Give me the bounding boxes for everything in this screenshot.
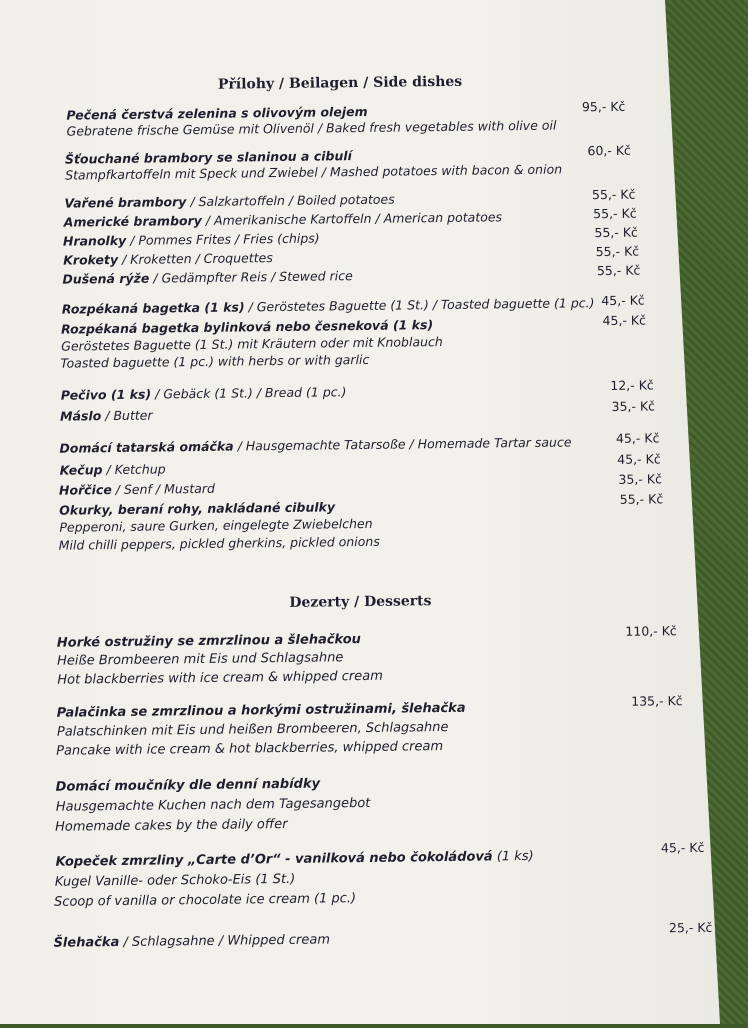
menu-item-name: Domácí moučníky dle denní nabídky bbox=[55, 776, 321, 795]
menu-item-description: Homemade cakes by the daily offer bbox=[55, 816, 288, 835]
menu-item-name: Domácí tatarská omáčka / Hausgemachte Tatarsoße / Homemade Tartar sauce bbox=[59, 434, 572, 456]
menu-item-price: 45,- Kč bbox=[601, 292, 645, 309]
menu-item-price: 55,- Kč bbox=[619, 491, 664, 507]
menu-item-name: Hořčice / Senf / Mustard bbox=[58, 480, 215, 498]
menu-item-name: Šťouchané brambory se slaninou a cibulí bbox=[64, 148, 352, 167]
menu-item-name: Krokety / Kroketten / Croquettes bbox=[63, 250, 273, 268]
menu-item-price: 55,- Kč bbox=[591, 186, 636, 203]
menu-item-name: Kopeček zmrzliny „Carte d’Or“ - vanilková nebo čokoládová (1 ks) bbox=[55, 848, 534, 870]
menu-item-name: Pečená čerstvá zelenina s olivovým olejem bbox=[66, 103, 368, 123]
menu-item-description: Gebratene frische Gemüse mit Olivenöl / Baked fresh vegetables with olive oil bbox=[66, 117, 557, 139]
menu-item-name: Hranolky / Pommes Frites / Fries (chips) bbox=[62, 230, 320, 249]
menu-item-price: 25,- Kč bbox=[668, 919, 713, 936]
menu-item-name: Vařené brambory / Salzkartoffeln / Boiled potatoes bbox=[64, 191, 395, 211]
menu-item-description: Mild chilli peppers, pickled gherkins, pickled onions bbox=[58, 533, 380, 553]
menu-item-name: Pečivo (1 ks) / Gebäck (1 St.) / Bread (1 pc.) bbox=[60, 384, 347, 403]
menu-item-description: Palatschinken mit Eis und heißen Brombeeren, Schlagsahne bbox=[56, 719, 449, 740]
menu-item-price: 45,- Kč bbox=[615, 430, 660, 446]
section-heading-sides: Přílohy / Beilagen / Side dishes bbox=[217, 73, 463, 93]
menu-item-name: Šlehačka / Schlagsahne / Whipped cream bbox=[53, 932, 331, 951]
menu-item-description: Heiße Brombeeren mit Eis und Schlagsahne bbox=[56, 650, 344, 669]
menu-item-description: Pepperoni, saure Gurken, eingelegte Zwiebelchen bbox=[59, 515, 373, 535]
menu-item-name: Rozpékaná bagetka (1 ks) / Geröstetes Baguette (1 St.) / Toasted baguette (1 pc.) bbox=[61, 295, 595, 317]
menu-item-name: Americké brambory / Amerikanische Kartoffeln / American potatoes bbox=[63, 209, 503, 230]
menu-item-price: 55,- Kč bbox=[594, 224, 638, 241]
menu-item-price: 95,- Kč bbox=[581, 98, 626, 115]
menu-item-name: Palačinka se zmrzlinou a horkými ostružinami, šlehačka bbox=[56, 700, 466, 721]
menu-item-name: Rozpékaná bagetka bylinková nebo česneková (1 ks) bbox=[60, 317, 434, 337]
menu-item-price: 110,- Kč bbox=[625, 623, 677, 639]
menu-item-description: Pancake with ice cream & hot blackberries, whipped cream bbox=[56, 739, 444, 759]
section-heading-desserts: Dezerty / Desserts bbox=[289, 593, 432, 611]
menu-item-description: Stampfkartoffeln mit Speck und Zwiebel / Mashed potatoes with bacon & onion bbox=[65, 161, 563, 183]
menu-item-price: 12,- Kč bbox=[610, 377, 654, 393]
menu-item-description: Kugel Vanille- oder Schoko-Eis (1 St.) bbox=[54, 871, 296, 890]
menu-item-price: 55,- Kč bbox=[593, 205, 637, 222]
menu-item-name: Kečup / Ketchup bbox=[59, 461, 166, 478]
menu-item-price: 45,- Kč bbox=[602, 312, 647, 329]
menu-item-price: 45,- Kč bbox=[617, 451, 661, 467]
menu-item-description: Toasted baguette (1 pc.) with herbs or with garlic bbox=[60, 351, 370, 371]
menu-item-name: Dušená rýže / Gedämpfter Reis / Stewed rice bbox=[62, 268, 353, 287]
menu-item-price: 35,- Kč bbox=[618, 471, 662, 487]
menu-item-price: 35,- Kč bbox=[611, 398, 656, 414]
menu-item-name: Máslo / Butter bbox=[59, 407, 153, 424]
menu-item-description: Hausgemachte Kuchen nach dem Tagesangebot bbox=[55, 795, 371, 815]
menu-item-price: 45,- Kč bbox=[660, 839, 705, 856]
menu-item-description: Hot blackberries with ice cream & whipped cream bbox=[57, 668, 383, 688]
menu-item-description: Scoop of vanilla or chocolate ice cream (1 pc.) bbox=[53, 891, 357, 910]
menu-item-description: Geröstetes Baguette (1 St.) mit Kräutern oder mit Knoblauch bbox=[61, 334, 443, 354]
menu-item-price: 55,- Kč bbox=[596, 262, 641, 279]
menu-item-price: 135,- Kč bbox=[631, 693, 683, 709]
menu-item-name: Horké ostružiny se zmrzlinou a šlehačkou bbox=[56, 632, 361, 651]
menu-item-price: 55,- Kč bbox=[595, 243, 640, 260]
menu-item-price: 60,- Kč bbox=[587, 142, 631, 159]
menu-item-name: Okurky, beraní rohy, nakládané cibulky bbox=[59, 499, 336, 518]
